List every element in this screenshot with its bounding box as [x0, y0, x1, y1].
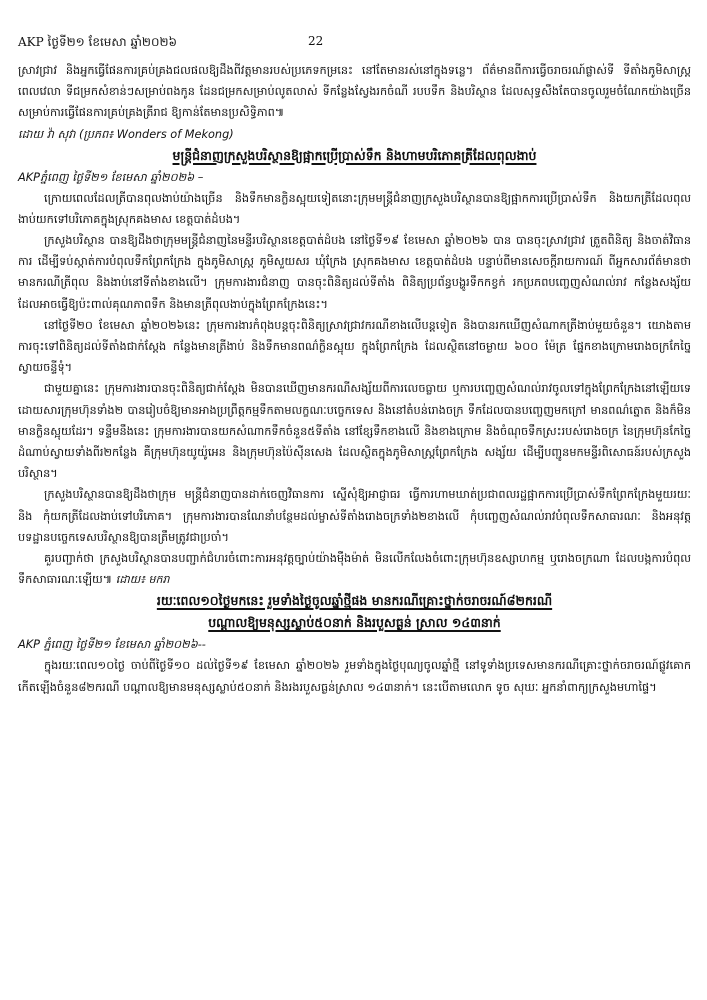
page-header — [18, 34, 689, 52]
article-1-paragraph: ស្រាវជ្រាវ និងអ្នកធ្វើផែនការគ្រប់គ្រងជលផលឱ្យដឹងពីវត្តមានរបស់ប្រភេទកម្រនេះ នៅតែមានរស់នៅក្នុងទន្លេ។ ព័ត៌មានពីការធ្វើចរាចរណ៍ផ្លាស់ទី ទីតាំងភូមិសាស្ត្រ ពេលវេលា ទីជម្រកសំខាន់ៗសម្រាប់ពងកូន ដែនជម្រកសម្រាប់លូតលាស់ ទីកន្លែងស្វែងរកចំណី របបទឹក និងបរិស្ថាន ដែលសុទ្ធសឹងតែបានចូលរួមចំណែកយ៉ាងច្រើន សម្រាប់ការធ្វើផែនការគ្រប់គ្រងត្រីរាជ ឱ្យកាន់តែមានប្រសិទ្ធិភាព៕ — [18, 64, 691, 120]
article-2-paragraph: ក្រសួងបរិស្ថាន បានឱ្យដឹងថាក្រុមមន្ត្រីជំនាញនៃមន្ទីរបរិស្ថានខេត្តបាត់ដំបង នៅថ្ងៃទី១៩ ខែមេសា ឆ្នាំ២០២៦ បាន បានចុះស្រាវជ្រាវ ត្រួតពិនិត្យ និងចាត់វិធានការ ដើម្បីទប់ស្កាត់ការបំពុលទឹកព្រែកក្រែង ក្នុងភូមិសាស្ត្រ ភូមិសួយសរ ឃុំក្រែង ស្រុកគងមាស ខេត្តបាត់ដំបង បន្ទាប់ពីមានសេចក្តីរាយការណ៍ ពីអ្នកសារព័ត៌មានថា មានករណីត្រីពុល និងងាប់នៅទីតាំងខាងលើ។ ក្រុមការងារជំនាញ បានចុះពិនិត្យដល់ទីតាំង ពិនិត្យប្រព័ន្ធបង្ហូរទឹកកខ្វក់ រកប្រភពបញ្ចេញសំណល់រាវ កន្លែងសង្ស័យដែលអាចធ្វើឱ្យប៉ះពាល់គុណភាពទឹក និងមានត្រីពុលងាប់ក្នុងព្រែកក្រែងនេះ។ — [18, 234, 691, 311]
article-1-credit: ដោយ វ៉ា សុវា (ប្រភព៖ Wonders of Mekong) — [18, 127, 234, 141]
article-1-tail — [18, 60, 691, 145]
article-2-paragraph: ក្រសួងបរិស្ថានបានឱ្យដឹងថាក្រុម មន្ត្រីជំនាញបានដាក់ចេញវិធានការ ស្នើសុំឱ្យអាជ្ញាធរ ធ្វើការហាមឃាត់ប្រជាពលរដ្ឋផ្អាកការប្រើប្រាស់ទឹកព្រែកក្រែងមួយរយៈ និង កុំយកត្រីដែលងាប់ទៅបរិភោគ។ ក្រុមការងារបានណែនាំបន្ថែមដល់ម្ចាស់ទីតាំងរោងចក្រទាំង២ខាងលើ កុំបញ្ចេញសំណល់រាវបំពុលទឹកសាធារណៈ និងអនុវត្តបទដ្ឋានបច្ចេកទេសបរិស្ថានឱ្យបានត្រឹមត្រូវជាប្រចាំ។ — [18, 488, 691, 544]
article-3 — [18, 590, 691, 697]
article-2-paragraph: ជាមួយគ្នានេះ ក្រុមការងារបានចុះពិនិត្យជាក់ស្តែង មិនបានឃើញមានករណីសង្ស័យពីការលេចធ្លាយ ឬការបញ្ចេញសំណល់រាវចូលទៅក្នុងព្រែកក្រែងនៅឡើយទេ ដោយសារក្រុមហ៊ុនទាំង២ បានរៀបចំឱ្យមានអាងប្រព្រឹត្តកម្មទឹកតាមលក្ខណៈបច្ចេកទេស និងនៅតំបន់រោងចក្រ ទឹកដែលបានបញ្ចេញមកក្រៅ មានពណ៌ត្នោត និងក៏មិនមានក្លិនស្អុយដែរ។ ទន្ទឹមនឹងនេះ ក្រុមការងារបានយកសំណាកទឹកចំនួន៥ទីតាំង នៅខ្សែទឹកខាងលើ និងខាងក្រោម និងចំណុចទឹកស្រះរបស់រោងចក្រ នៃក្រុមហ៊ុនកែច្នៃដំណាប់ស្វាយទាំងពីរ២កន្លែង គឺក្រុមហ៊ុនយូយ៉ូអេន និងក្រុមហ៊ុនប៉ៃស៊ីនសេង ដែលស្ថិតក្នុងភូមិសាស្ត្រព្រែកក្រែង សង្ស័យ ដើម្បីបញ្ជូនមកមន្ទីរពិសោធន៍របស់ក្រសួងបរិស្ថាន។ — [18, 382, 691, 481]
page-number: 22 — [308, 34, 324, 48]
article-2-closing-text: គួរបញ្ជាក់ថា ក្រសួងបរិស្ថានបានបញ្ជាក់ជំហរចំពោះការអនុវត្តច្បាប់យ៉ាងម៉ឺងម៉ាត់ មិនលើកលែងចំពោះក្រុមហ៊ុនឧស្សាហកម្ម ឬរោងចក្រណា ដែលបង្កការបំពុលទឹកសាធារណៈឡើយ៕ — [18, 552, 691, 587]
header-date: AKP ថ្ងៃទី២១ ខែមេសា ឆ្នាំ២០២៦ — [18, 35, 178, 49]
article-2-byline: ដោយ៖ មករា — [115, 573, 170, 587]
article-2-title: មន្ត្រីជំនាញក្រសួងបរិស្ថានឱ្យផ្អាកប្រើប្រាស់ទឹក និងហាមបរិភោគត្រីដែលពុលងាប់ — [172, 147, 537, 163]
article-2-dateline: AKPភ្នំពេញ ថ្ងៃទី២១ ខែមេសា ឆ្នាំ២០២៦ – — [18, 170, 204, 184]
article-3-paragraph: ក្នុងរយៈពេល១០ថ្ងៃ ចាប់ពីថ្ងៃទី១០ ដល់ថ្ងៃទី១៩ ខែមេសា ឆ្នាំ២០២៦ រួមទាំងក្នុងថ្ងៃបុណ្យចូលឆ្នាំថ្មី នៅទូទាំងប្រទេសមានករណីគ្រោះថ្នាក់ចរាចរណ៍ផ្លូវគោក កើតឡើងចំនួន៨២ករណី បណ្តាលឱ្យមានមនុស្សស្លាប់៥០នាក់ និងរងរបួសធ្ងន់ស្រាល ១៤៣នាក់។ នេះបើតាមលោក ទូច សុឃៈ អ្នកនាំពាក្យក្រសួងមហាផ្ទៃ។ — [18, 659, 691, 694]
article-3-dateline: AKP ភ្នំពេញ ថ្ងៃទី២១ ខែមេសា ឆ្នាំ២០២៦-- — [18, 638, 206, 652]
article-2-paragraph: ក្រោយពេលដែលត្រីបានពុលងាប់យ៉ាងច្រើន និងទឹកមានក្លិនស្អុយទៀតនោះក្រុមមន្ត្រីជំនាញក្រសួងបរិស្ថានបានឱ្យផ្អាកការប្រើប្រាស់ទឹក និងយកត្រីដែលពុលងាប់យកទៅបរិភោគក្នុងស្រុកគងមាស ខេត្តបាត់ដំបង។ — [18, 191, 691, 226]
article-3-title-line-2: បណ្តាលឱ្យមនុស្សស្លាប់៥០នាក់ និងរបួសធ្ងន់ ស្រាល ១៤៣នាក់ — [208, 615, 501, 631]
page-body — [18, 60, 691, 698]
article-2-closing-paragraph — [18, 548, 691, 590]
article-2-paragraph: នៅថ្ងៃទី២០ ខែមេសា ឆ្នាំ២០២៦នេះ ក្រុមការងារកំពុងបន្តចុះពិនិត្យស្រាវជ្រាវករណីខាងលើបន្តទៀត និងបានរកឃើញសំណាកត្រីងាប់មួយចំនួន។ យោងតាមការចុះទៅពិនិត្យដល់ទីតាំងជាក់ស្តែង កន្លែងមានត្រីងាប់ និងទឹកមានពណ៌ក្លិនស្អុយ ក្នុងព្រែកក្រែង ដែលស្ថិតនៅចម្ងាយ ៦០០ ម៉ែត្រ ផ្នែកខាងក្រោមរោងចក្រកែច្នៃស្វាយចន្ទីទុំ។ — [18, 318, 691, 375]
article-3-title-line-1: រយៈពេល១០ថ្ងៃមកនេះ រួមទាំងថ្ងៃចូលឆ្នាំថ្មីផង មានករណីគ្រោះថ្នាក់ចរាចរណ៍៨២ករណី — [156, 593, 553, 609]
article-2 — [18, 145, 691, 591]
